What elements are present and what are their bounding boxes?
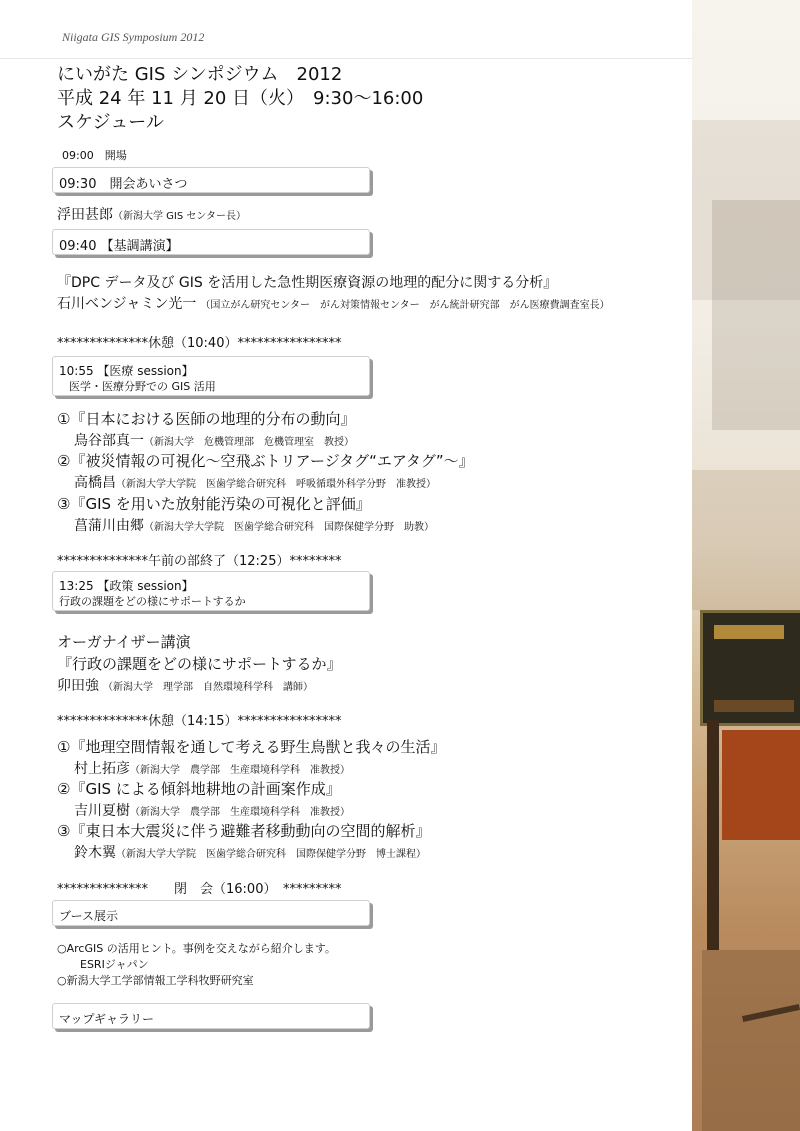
greeting-label: 09:30 開会あいさつ (59, 177, 188, 192)
background-painting (692, 0, 800, 1131)
medical-session-subtitle: 医学・医療分野での GIS 活用 (69, 380, 216, 393)
speaker-affiliation: （新潟大学 理学部 自然環境科学科 講師） (103, 682, 313, 693)
morning-end: **************午前の部終了（12:25）******** (57, 554, 342, 569)
greeting-speaker (57, 204, 246, 224)
policy-talk-2-speaker (74, 800, 350, 820)
speaker-affiliation: （新潟大学大学院 医歯学総合研究科 国際保健学分野 助教） (144, 522, 434, 533)
speaker-affiliation: （新潟大学大学院 医歯学総合研究科 国際保健学分野 博士課程） (116, 849, 426, 860)
policy-talk-3-speaker (74, 842, 426, 862)
booth-item-2: ○新潟大学工学部情報工学科牧野研究室 (57, 974, 254, 987)
speaker-name: 鈴木翼 (74, 845, 116, 861)
header-text: Niigata GIS Symposium 2012 (62, 30, 205, 44)
speaker-name: 吉川夏樹 (74, 803, 130, 819)
closing: ************** 閉 会（16:00） ********* (57, 882, 342, 897)
speaker-name: 村上拓彦 (74, 761, 130, 777)
speaker-name: 菖蒲川由郷 (74, 518, 144, 534)
header-divider (0, 58, 692, 59)
opening-time: 09:00 開場 (62, 149, 127, 162)
organizer-speaker (57, 675, 313, 695)
policy-session-box (52, 571, 370, 611)
booth-box (52, 900, 370, 926)
medical-talk-1-speaker (74, 430, 354, 450)
policy-talk-3-title: ③『東日本大震災に伴う避難者移動動向の空間的解析』 (57, 822, 431, 840)
break-2: **************休憩（14:15）**************** (57, 714, 342, 729)
policy-talk-1-speaker (74, 758, 350, 778)
greeting-box (52, 167, 370, 193)
speaker-affiliation: （新潟大学大学院 医歯学総合研究科 呼吸循環外科学分野 准教授） (116, 479, 436, 490)
medical-talk-1-title: ①『日本における医師の地理的分布の動向』 (57, 410, 356, 428)
keynote-box (52, 229, 370, 255)
booth-label: ブース展示 (59, 909, 119, 923)
medical-talk-2-title: ②『被災情報の可視化〜空飛ぶトリアージタグ“エアタグ”〜』 (57, 452, 474, 470)
medical-session-label: 10:55 【医療 session】 (59, 364, 194, 378)
keynote-label: 09:40 【基調講演】 (59, 239, 179, 254)
keynote-title: 『DPC データ及び GIS を活用した急性期医療資源の地理的配分に関する分析』 (57, 275, 558, 291)
speaker-name: 石川ベンジャミン光一 (57, 296, 197, 312)
speaker-name: 浮田甚郎 (57, 207, 113, 223)
keynote-speaker (57, 293, 610, 313)
booth-item-1: ○ArcGIS の活用ヒント。事例を交えながら紹介します。 (57, 942, 336, 955)
speaker-affiliation: （新潟大学 農学部 生産環境科学科 准教授） (130, 807, 350, 818)
organizer-heading: オーガナイザー講演 (57, 633, 191, 651)
title-line-3: スケジュール (57, 112, 164, 133)
policy-session-subtitle: 行政の課題をどの様にサポートするか (59, 595, 246, 608)
speaker-affiliation: （新潟大学 GIS センター長） (113, 211, 247, 222)
speaker-affiliation: （新潟大学 危機管理部 危機管理室 教授） (144, 437, 354, 448)
medical-session-box (52, 356, 370, 396)
medical-talk-3-title: ③『GIS を用いた放射能汚染の可視化と評価』 (57, 495, 371, 513)
medical-talk-2-speaker (74, 472, 436, 492)
speaker-name: 高橋昌 (74, 475, 116, 491)
policy-session-label: 13:25 【政策 session】 (59, 579, 194, 593)
speaker-affiliation: （新潟大学 農学部 生産環境科学科 准教授） (130, 765, 350, 776)
policy-talk-2-title: ②『GIS による傾斜地耕地の計画案作成』 (57, 780, 341, 798)
gallery-label: マップギャラリー (59, 1012, 155, 1026)
policy-talk-1-title: ①『地理空間情報を通して考える野生鳥獣と我々の生活』 (57, 738, 446, 756)
medical-talk-3-speaker (74, 515, 434, 535)
gallery-box (52, 1003, 370, 1029)
title-line-1: にいがた GIS シンポジウム 2012 (57, 64, 343, 85)
title-line-2: 平成 24 年 11 月 20 日（火） 9:30〜16:00 (57, 88, 424, 109)
speaker-name: 卯田強 (57, 678, 99, 694)
speaker-affiliation: （国立がん研究センター がん対策情報センター がん統計研究部 がん医療費調査室長） (200, 300, 610, 311)
break-1: **************休憩（10:40）**************** (57, 336, 342, 351)
speaker-name: 鳥谷部真一 (74, 433, 144, 449)
booth-item-1-org: ESRIジャパン (80, 958, 149, 971)
organizer-talk-title: 『行政の課題をどの様にサポートするか』 (57, 655, 342, 673)
